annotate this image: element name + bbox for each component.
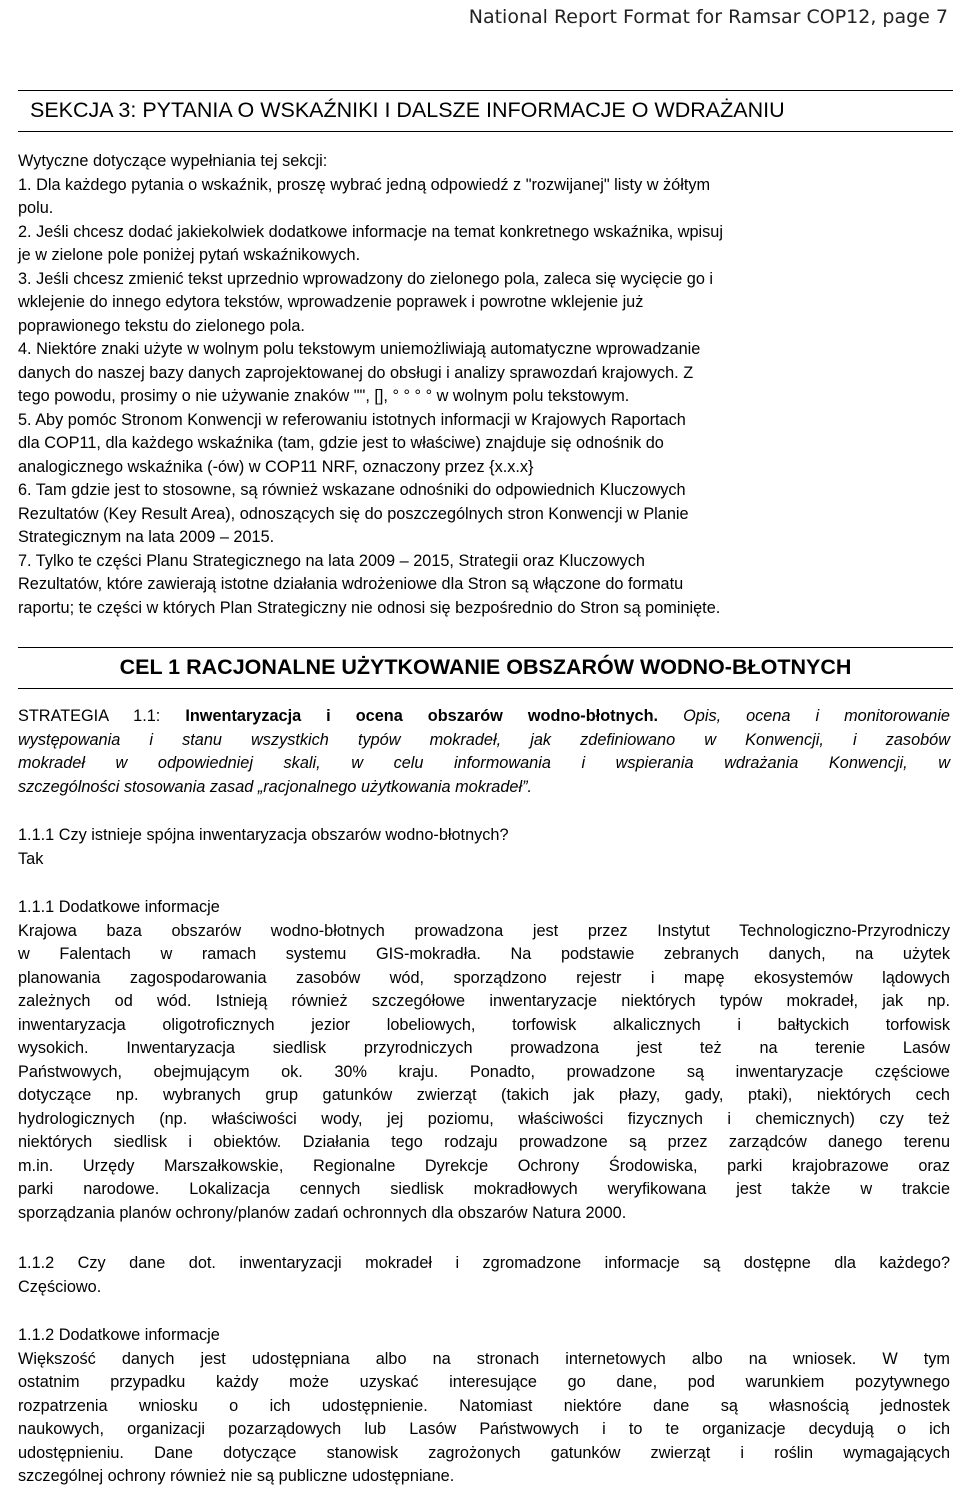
question-text: 1.1.1 Czy istnieje spójna inwentaryzacja obszarów wodno-błotnych?: [18, 826, 509, 844]
additional-info-line[interactable]: sporządzania planów ochrony/planów zadań ochronnych dla obszarów Natura 2000.: [18, 1203, 627, 1222]
additional-info-line[interactable]: udostępnieniu. Dane dotyczące stanowisk zagrożonych gatunków zwierząt i roślin wymagających: [18, 1443, 950, 1462]
question-text: 1.1.2 Czy dane dot. inwentaryzacji mokradeł i zgromadzone informacje są dostępne dla każdego?: [18, 1254, 950, 1272]
additional-info-line[interactable]: ostatnim przypadku każdy może uzyskać interesujące go dane, pod warunkiem pozytywnego: [18, 1373, 950, 1391]
additional-info-line[interactable]: dotyczące np. wybranych grup gatunków zwierząt (takich jak płazy, gady, ptaki), niektórych cech: [18, 1086, 950, 1104]
question-1-1-1: [18, 824, 950, 871]
instruction-line: dla COP11, dla każdego wskaźnika (tam, gdzie jest to właściwe) znajduje się odnośnik do: [18, 434, 664, 452]
additional-info-line[interactable]: planowania zagospodarowania zasobów wód, sporządzono rejestr i mapę ekosystemów lądowych: [18, 968, 950, 987]
strategy-title: Inwentaryzacja i ocena obszarów wodno-błotnych.: [185, 707, 659, 725]
additional-info-1-1-1: [18, 896, 950, 1225]
additional-info-line[interactable]: parki narodowe. Lokalizacja cennych siedlisk mokradłowych weryfikowana jest także w trakcie: [18, 1180, 950, 1198]
instruction-line: 6. Tam gdzie jest to stosowne, są również wskazane odnośniki do odpowiednich Kluczowych: [18, 481, 686, 499]
section-heading-text: SEKCJA 3: PYTANIA O WSKAŹNIKI I DALSZE INFORMACJE O WDRAŻANIU: [30, 98, 785, 122]
instruction-line: tego powodu, prosimy o nie używanie znaków "", [], ° ° ° ° w wolnym polu tekstowym.: [18, 387, 630, 405]
instruction-line: Rezultatów, które zawierają istotne działania wdrożeniowe dla Stron są włączone do formatu: [18, 575, 684, 593]
section-heading: [18, 90, 953, 132]
additional-info-heading: 1.1.2 Dodatkowe informacje: [18, 1326, 220, 1344]
additional-info-1-1-2: [18, 1324, 950, 1489]
instruction-line: je w zielone pole poniżej pytań wskaźnikowych.: [18, 246, 361, 264]
additional-info-line[interactable]: niektórych siedlisk i obiektów. Działania tego rodzaju prowadzone są przez zarządców danego terenu: [18, 1133, 950, 1151]
instruction-line: polu.: [18, 199, 54, 217]
additional-info-line[interactable]: Krajowa baza obszarów wodno-błotnych prowadzona jest przez Instytut Technologiczno-Przyrodniczy: [18, 921, 950, 940]
additional-info-line[interactable]: hydrologicznych (np. właściwości wody, jej poziomu, właściwości fizycznych i chemicznych) czy też: [18, 1109, 950, 1128]
strategy-description-line: występowania i stanu wszystkich typów mokradeł, jak zdefiniowano w Konwencji, i zasobów: [18, 730, 950, 749]
additional-info-line[interactable]: rozpatrzenia wniosku o ich udostępnienie. Natomiast niektóre dane są własnością jednostek: [18, 1396, 950, 1415]
strategy-description-line: mokradeł w odpowiedniej skali, w celu informowania i wspierania wdrażania Konwencji, w: [18, 754, 950, 772]
strategy-description-start: Opis, ocena i monitorowanie: [683, 707, 950, 725]
additional-info-line[interactable]: zależnych od wód. Istnieją również szczegółowe inwentaryzacje niektórych typów mokradeł, jak np.: [18, 992, 950, 1010]
additional-info-heading: 1.1.1 Dodatkowe informacje: [18, 898, 220, 916]
instruction-line: 7. Tylko te części Planu Strategicznego na lata 2009 – 2015, Strategii oraz Kluczowych: [18, 551, 645, 570]
question-answer[interactable]: Częściowo.: [18, 1277, 102, 1296]
instruction-line: poprawionego tekstu do zielonego pola.: [18, 316, 305, 335]
instruction-line: 3. Jeśli chcesz zmienić tekst uprzednio wprowadzony do zielonego pola, zaleca się wycięcie go i: [18, 269, 714, 288]
instruction-line: analogicznego wskaźnika (-ów) w COP11 NRF, oznaczony przez {x.x.x}: [18, 457, 534, 476]
instruction-line: wklejenie do innego edytora tekstów, wprowadzenie poprawek i powrotne wklejenie już: [18, 293, 644, 311]
additional-info-line[interactable]: Większość danych jest udostępniana albo na stronach internetowych albo na wniosek. W tym: [18, 1349, 950, 1368]
instruction-line: Wytyczne dotyczące wypełniania tej sekcji:: [18, 152, 328, 170]
instruction-line: 2. Jeśli chcesz dodać jakiekolwiek dodatkowe informacje na temat konkretnego wskaźnika, wpisuj: [18, 222, 723, 241]
instruction-line: 1. Dla każdego pytania o wskaźnik, proszę wybrać jedną odpowiedź z "rozwijanej" listy w żółtym: [18, 175, 711, 194]
page-header: National Report Format for Ramsar COP12, page 7: [468, 6, 948, 28]
additional-info-line[interactable]: Państwowych, obejmującym ok. 30% kraju. Ponadto, prowadzone są inwentaryzacje częściowe: [18, 1062, 950, 1081]
strategy-block: [18, 705, 950, 799]
instructions: [18, 150, 950, 620]
goal-heading-text: CEL 1 RACJONALNE UŻYTKOWANIE OBSZARÓW WODNO-BŁOTNYCH: [119, 655, 852, 679]
instruction-line: 4. Niektóre znaki użyte w wolnym polu tekstowym uniemożliwiają automatyczne wprowadzanie: [18, 340, 701, 358]
goal-heading: [18, 647, 953, 689]
instruction-line: Rezultatów (Key Result Area), odnoszących się do poszczególnych stron Konwencji w Planie: [18, 504, 689, 523]
strategy-label: STRATEGIA 1.1:: [18, 707, 161, 725]
question-1-1-2: [18, 1252, 950, 1299]
additional-info-line[interactable]: szczególnej ochrony również nie są publiczne udostępniane.: [18, 1467, 455, 1485]
additional-info-line[interactable]: inwentaryzacja oligotroficznych jezior lobeliowych, torfowisk alkalicznych i bałtyckich torfowisk: [18, 1015, 950, 1034]
additional-info-line[interactable]: w Falentach w ramach systemu GIS-mokradła. Na podstawie zebranych danych, na użytek: [18, 945, 950, 963]
instruction-line: danych do naszej bazy danych zaprojektowanej do obsługi i analizy sprawozdań krajowych. Z: [18, 363, 694, 382]
instruction-line: Strategicznym na lata 2009 – 2015.: [18, 528, 275, 546]
instruction-line: 5. Aby pomóc Stronom Konwencji w referowaniu istotnych informacji w Krajowych Raportach: [18, 410, 686, 429]
additional-info-line[interactable]: wysokich. Inwentaryzacja siedlisk przyrodniczych prowadzona jest też na terenie Lasów: [18, 1039, 950, 1057]
question-answer[interactable]: Tak: [18, 849, 44, 868]
additional-info-line[interactable]: m.in. Urzędy Marszałkowskie, Regionalne Dyrekcje Ochrony Środowiska, parki krajobrazowe oraz: [18, 1156, 950, 1175]
additional-info-line[interactable]: naukowych, organizacji pozarządowych lub Lasów Państwowych i to te organizacje decydują o ich: [18, 1420, 950, 1438]
strategy-first-line: [18, 705, 950, 729]
strategy-description-line: szczególności stosowania zasad „racjonalnego użytkowania mokradeł”.: [18, 777, 533, 796]
instruction-line: raportu; te części w których Plan Strategiczny nie odnosi się bezpośrednio do Stron są pominięte.: [18, 598, 721, 617]
